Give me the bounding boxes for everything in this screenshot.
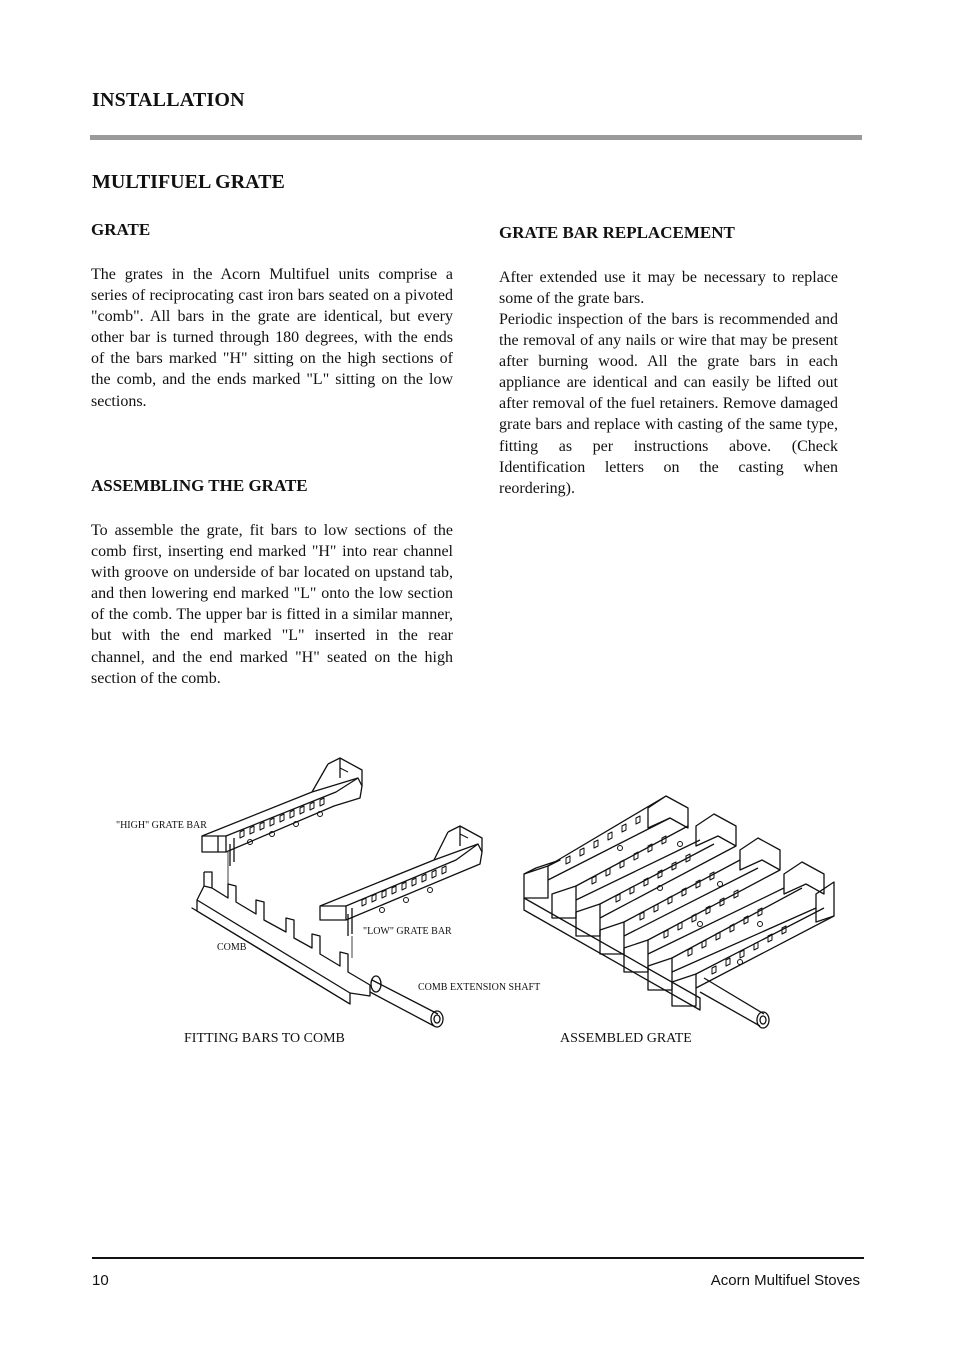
comb-extension-shaft-label: COMB EXTENSION SHAFT [418,982,541,993]
low-grate-bar-drawing [320,826,482,936]
grate-paragraph: The grates in the Acorn Multifuel units comprise a series of reciprocating cast iron bars seated on a pivoted "comb". All bars in the grate are identical, but every other bar is turned through 180 degrees, with the ends of the bars marked "H" sitting on the high sections of the comb, and the ends marked "L" sitting on the low sections. [91,266,453,410]
comb-label: COMB [217,942,247,953]
assembling-paragraph: To assemble the grate, fit bars to low sections of the comb first, inserting end marked "H" into rear channel with groove on underside of bar located on upstand tab, and then lowering end marked "L" onto the low section of the comb. The upper bar is fitted in a similar manner, but with the end marked "L" inserted in the rear channel, and the end marked "H" seated on the high section of the comb. [91,522,453,687]
section-heading: MULTIFUEL GRATE [92,171,285,193]
high-grate-bar-label: "HIGH" GRATE BAR [116,820,207,831]
replacement-paragraph-2: Periodic inspection of the bars is recommended and the removal of any nails or wire that may be present after burning wood. All the grate bars in each appliance are identical and can easily be lifted out after removal of the fuel retainers. Remove damaged grate bars and replace with casting of the same type, fitting as per instructions above. (Check Identification letters on the casting when reordering). [499,311,838,497]
header-divider [90,135,862,140]
comb-drawing [192,872,370,1004]
high-grate-bar-drawing [202,758,362,866]
low-grate-bar-label: "LOW" GRATE BAR [363,926,452,937]
replacement-paragraph-1: After extended use it may be necessary to replace some of the grate bars. [499,269,838,308]
replacement-heading: GRATE BAR REPLACEMENT [499,223,735,242]
grate-diagram [100,748,860,1058]
footer-divider [92,1257,864,1259]
assembling-heading: ASSEMBLING THE GRATE [91,476,308,495]
assembled-grate-drawing [524,796,834,1028]
grate-heading: GRATE [91,220,151,239]
page-heading: INSTALLATION [92,89,245,111]
assembled-grate-caption: ASSEMBLED GRATE [560,1031,692,1046]
fitting-bars-caption: FITTING BARS TO COMB [184,1031,345,1046]
footer-title: Acorn Multifuel Stoves [710,1272,860,1289]
page-number: 10 [92,1272,109,1289]
